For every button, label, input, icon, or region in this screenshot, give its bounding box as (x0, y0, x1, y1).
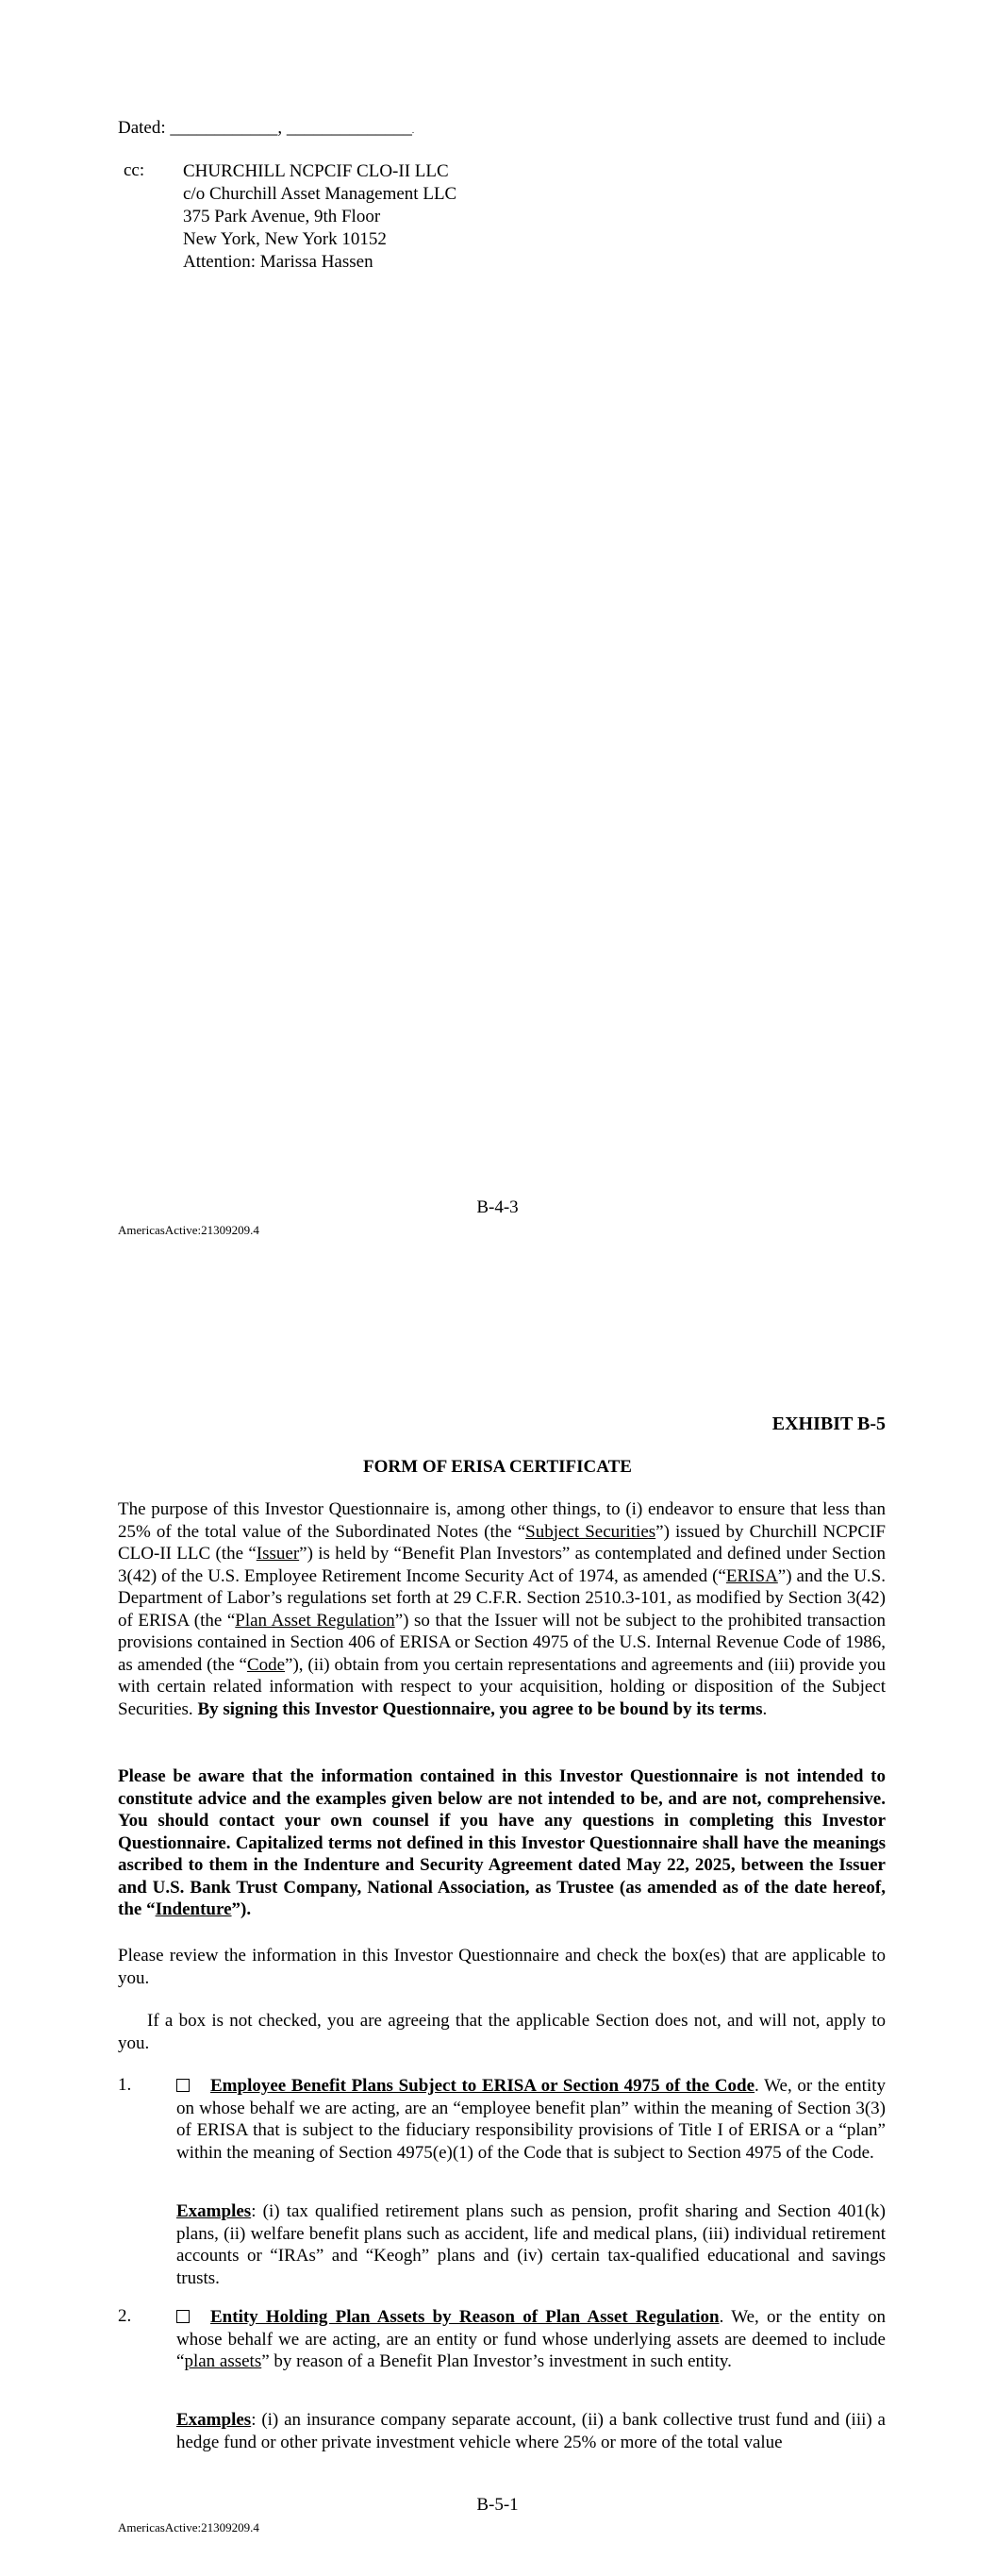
cc-line: c/o Churchill Asset Management LLC (183, 184, 457, 204)
review-paragraph: Please review the information in this Investor Questionnaire and check the box(es) that are applicable to you. (118, 1946, 886, 1988)
dated-line: Dated: ____________, ______________. (118, 118, 415, 138)
page-number: B-5-1 (476, 2495, 519, 2515)
cc-label: cc: (124, 160, 145, 180)
item-number: 2. (118, 2306, 132, 2326)
cc-line: 375 Park Avenue, 9th Floor (183, 207, 381, 226)
unchecked-paragraph: If a box is not checked, you are agreeing that the applicable Section does not, and will not, apply to you. (118, 2011, 886, 2053)
item-2-checkbox[interactable] (176, 2310, 190, 2323)
item-number: 1. (118, 2075, 132, 2095)
cc-line: Attention: Marissa Hassen (183, 252, 373, 272)
page-title: FORM OF ERISA CERTIFICATE (363, 1457, 632, 1477)
item-1-checkbox[interactable] (176, 2079, 190, 2092)
exhibit-label: EXHIBIT B-5 (771, 1413, 886, 1434)
notice-paragraph: Please be aware that the information contained in this Investor Questionnaire is not intended to constitute advice and the examples given below are not intended to be, and are not, comprehensive. You should contact your own counsel if you have any questions in completing this Investor Questionnaire. Capitalized terms not defined in this Investor Questionnaire shall have the meanings ascribed to them in the Indenture and Security Agreement dated May 22, 2025, between the Issuer and U.S. Bank Trust Company, National Association, as Trustee (as amended as of the date hereof, the “Indenture”). (118, 1766, 886, 1919)
intro-paragraph: The purpose of this Investor Questionnaire is, among other things, to (i) endeavor to ensure that less than 25% of the total value of the Subordinated Notes (the “Subject Securities”) issued by Churchill NCPCIF CLO-II LLC (the “Issuer”) is held by “Benefit Plan Investors” as contemplated and defined under Section 3(42) of the U.S. Employee Retirement Income Security Act of 1974, as amended (“ERISA”) and the U.S. Department of Labor’s regulations set forth at 29 C.F.R. Section 2510.3-101, as modified by Section 3(42) of ERISA (the “Plan Asset Regulation”) so that the Issuer will not be subject to the prohibited transaction provisions contained in Section 406 of ERISA or Section 4975 of the U.S. Internal Revenue Code of 1986, as amended (the “Code”), (ii) obtain from you certain representations and agreements and (iii) provide you with certain related information with respect to your acquisition, holding or disposition of the Subject Securities. By signing this Investor Questionnaire, you agree to be bound by its terms. (118, 1499, 887, 1719)
dated-label: Dated: (118, 118, 166, 138)
dated-separator: , (277, 118, 283, 138)
cc-line: New York, New York 10152 (183, 229, 387, 249)
doc-id: AmericasActive:21309209.4 (118, 2520, 259, 2534)
cc-line: CHURCHILL NCPCIF CLO-II LLC (183, 161, 449, 181)
dated-blank-2: ______________ (286, 118, 412, 138)
item-2-examples: Examples: (i) an insurance company separate account, (ii) a bank collective trust fund and (iii) a hedge fund or other private investment vehicle where 25% or more of the total value (176, 2410, 886, 2452)
cc-address-block (183, 160, 456, 274)
page-number: B-4-3 (476, 1197, 519, 1217)
item-1-heading: Employee Benefit Plans Subject to ERISA or Section 4975 of the Code (210, 2076, 755, 2096)
item-1-text: Employee Benefit Plans Subject to ERISA or Section 4975 of the Code. We, or the entity on whose behalf we are acting, are an “employee benefit plan” within the meaning of Section 3(3) of ERISA that is subject to the fiduciary responsibility provisions of Title I of ERISA or a “plan” within the meaning of Section 4975(e)(1) of the Code that is subject to Section 4975 of the Code. (176, 2076, 887, 2163)
item-1-examples: Examples: (i) tax qualified retirement plans such as pension, profit sharing and Section 401(k) plans, (ii) welfare benefit plans such as accident, life and medical plans, (iii) individual retirement accounts or “IRAs” and “Keogh” plans and (iv) certain tax-qualified educational and savings trusts. (176, 2201, 886, 2288)
item-2-text: Entity Holding Plan Assets by Reason of Plan Asset Regulation. We, or the entity on whose behalf we are acting, are an entity or fund whose underlying assets are deemed to include “plan assets” by reason of a Benefit Plan Investor’s investment in such entity. (176, 2307, 886, 2371)
dated-blank-1: ____________ (170, 118, 278, 138)
item-2-heading: Entity Holding Plan Assets by Reason of Plan Asset Regulation (210, 2307, 720, 2327)
doc-id: AmericasActive:21309209.4 (118, 1223, 259, 1237)
